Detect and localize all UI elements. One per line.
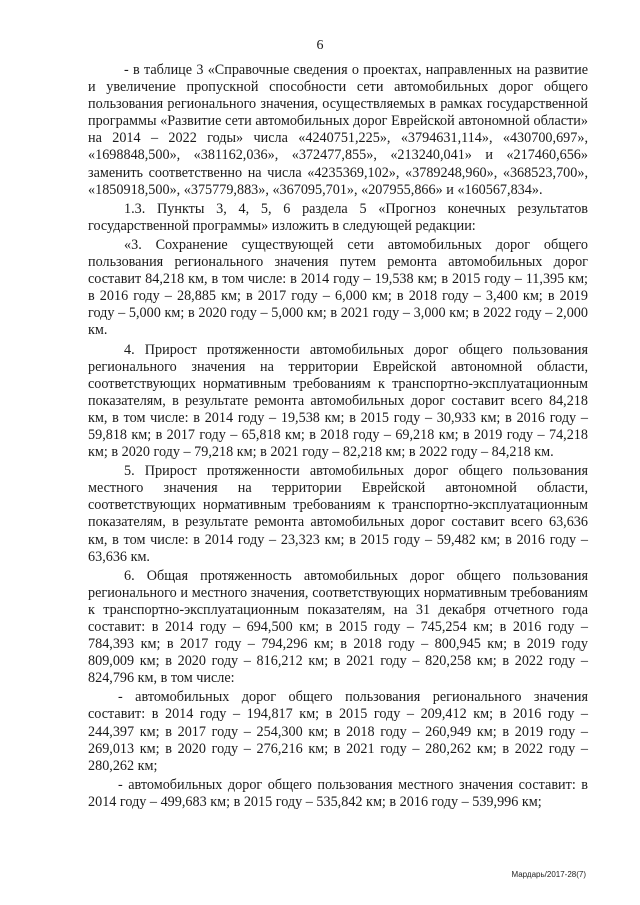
paragraph-regional-roads: - автомобильных дорог общего пользования регионального значения составит: в 2014 году – 194,817 км; в 2015 году – 209,412 км; в 2016 году – 244,397 км; в 2017 году – 254,300 км; в 2018 году – 260,949 км; в 2019 году – 269,013 км; в 2020 году – 276,216 км; в 2021 году – 280,262 км; в 2022 году – 280,262 км; [88,689,588,774]
paragraph-item-3: «3. Сохранение существующей сети автомобильных дорог общего пользования регионального значения путем ремонта автомобильных дорог составит 84,218 км, в том числе: в 2014 году – 19,538 км; в 2015 году – 11,395 км; в 2016 году – 28,885 км; в 2017 году – 6,000 км; в 2018 году – 3,400 км; в 2019 году – 5,000 км; в 2020 году – 5,000 км; в 2021 году – 3,000 км; в 2022 году – 2,000 км. [88,236,588,339]
document-body [88,62,588,813]
paragraph-item-4: 4. Прирост протяженности автомобильных дорог общего пользования регионального значения на территории Еврейской автономной области, соответствующих нормативным требованиям к транспортно-эксплуатационным показателям, в результате ремонта автомобильных дорог составит всего 84,218 км, в том числе: в 2014 году – 19,538 км; в 2015 году – 30,933 км; в 2016 году – 59,818 км; в 2017 году – 65,818 км; в 2018 году – 69,218 км; в 2019 году – 74,218 км; в 2020 году – 79,218 км; в 2021 году – 82,218 км; в 2022 году – 84,218 км. [88,341,588,461]
paragraph-item-5: 5. Прирост протяженности автомобильных дорог общего пользования местного значения на территории Еврейской автономной области, соответствующих нормативным требованиям к транспортно-эксплуатационным показателям, в результате ремонта автомобильных дорог составит всего 63,636 км, в том числе: в 2014 году – 23,323 км; в 2015 году – 59,482 км; в 2016 году – 63,636 км. [88,463,588,565]
page-number: 6 [316,38,324,53]
footer-reference: Мардарь/2017-28(7) [511,869,586,879]
paragraph-1-3: 1.3. Пункты 3, 4, 5, 6 раздела 5 «Прогноз конечных результатов государственной программы» изложить в следующей редакции: [88,200,588,234]
paragraph-local-roads: - автомобильных дорог общего пользования местного значения составит: в 2014 году – 499,683 км; в 2015 году – 535,842 км; в 2016 году – 539,996 км; [88,776,588,810]
paragraph-table3-replacement: - в таблице 3 «Справочные сведения о проектах, направленных на развитие и увеличение пропускной способности сети автомобильных дорог общего пользования регионального значения, осуществляемых в рамках государственной программы «Развитие сети автомобильных дорог Еврейской автономной области» на 2014 – 2022 годы» числа «4240751,225», «3794631,114», «430700,697», «1698848,500», «381162,036», «372477,855», «213240,041» и «217460,656» заменить соответственно на числа «4235369,102», «3789248,960», «368523,700», «1850918,500», «375779,883», «367095,701», «207955,866» и «160567,834». [88,62,588,198]
paragraph-item-6: 6. Общая протяженность автомобильных дорог общего пользования регионального и местного значения, соответствующих нормативным требованиям к транспортно-эксплуатационным показателям, на 31 декабря отчетного года составит: в 2014 году – 694,500 км; в 2015 году – 745,254 км; в 2016 году – 784,393 км; в 2017 году – 794,296 км; в 2018 году – 800,945 км; в 2019 году 809,009 км; в 2020 году – 816,212 км; в 2021 году – 820,258 км; в 2022 году – 824,796 км, в том числе: [88,567,588,687]
